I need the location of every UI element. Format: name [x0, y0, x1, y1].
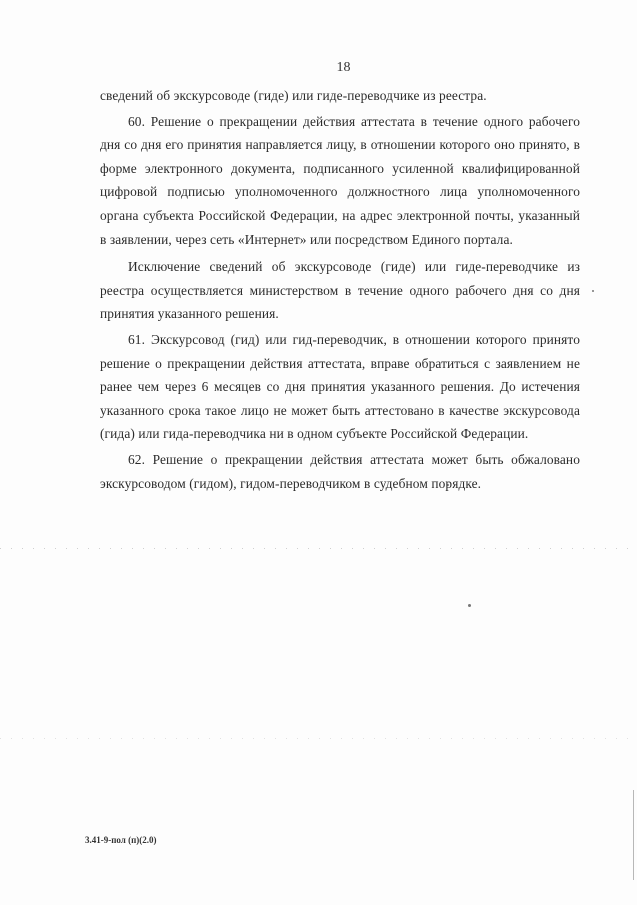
document-body: [100, 84, 580, 497]
paragraph-61: 61. Экскурсовод (гид) или гид-переводчик, в отношении которого принято решение о прекращении действия аттестата, вправе обратиться с заявлением не ранее чем через 6 месяцев со дня принятия указанного решения. До истечения указанного срока такое лицо не может быть аттестовано в качестве экскурсовода (гида) или гида-переводчика ни в одном субъекте Российской Федерации.: [100, 331, 580, 442]
paragraph-exclusion: Исключение сведений об экскурсоводе (гиде) или гиде-переводчике из реестра осуществляется министерством в течение одного рабочего дня со дня принятия указанного решения.: [100, 259, 580, 322]
scan-noise-line: [0, 738, 637, 739]
scan-speck: [468, 604, 471, 607]
paragraph-continuation: сведений об экскурсоводе (гиде) или гиде-переводчике из реестра.: [100, 88, 487, 103]
scan-speck: [592, 290, 594, 292]
scan-edge-mark: [633, 790, 634, 880]
paragraph-62: 62. Решение о прекращении действия аттестата может быть обжаловано экскурсоводом (гидом), гидом-переводчиком в судебном порядке.: [100, 451, 580, 491]
paragraph-60: 60. Решение о прекращении действия аттестата в течение одного рабочего дня со дня его принятия направляется лицу, в отношении которого оно принято, в форме электронного документа, подписанного усиленной квалифицированной цифровой подписью уполномоченного должностного лица уполномоченного органа субъекта Российской Федерации, на адрес электронной почты, указанный в заявлении, через сеть «Интернет» или посредством Единого портала.: [100, 113, 580, 247]
page-number: 18: [336, 60, 351, 75]
scan-noise-line: [0, 548, 637, 549]
document-code: 3.41-9-пол (п)(2.0): [85, 835, 157, 845]
